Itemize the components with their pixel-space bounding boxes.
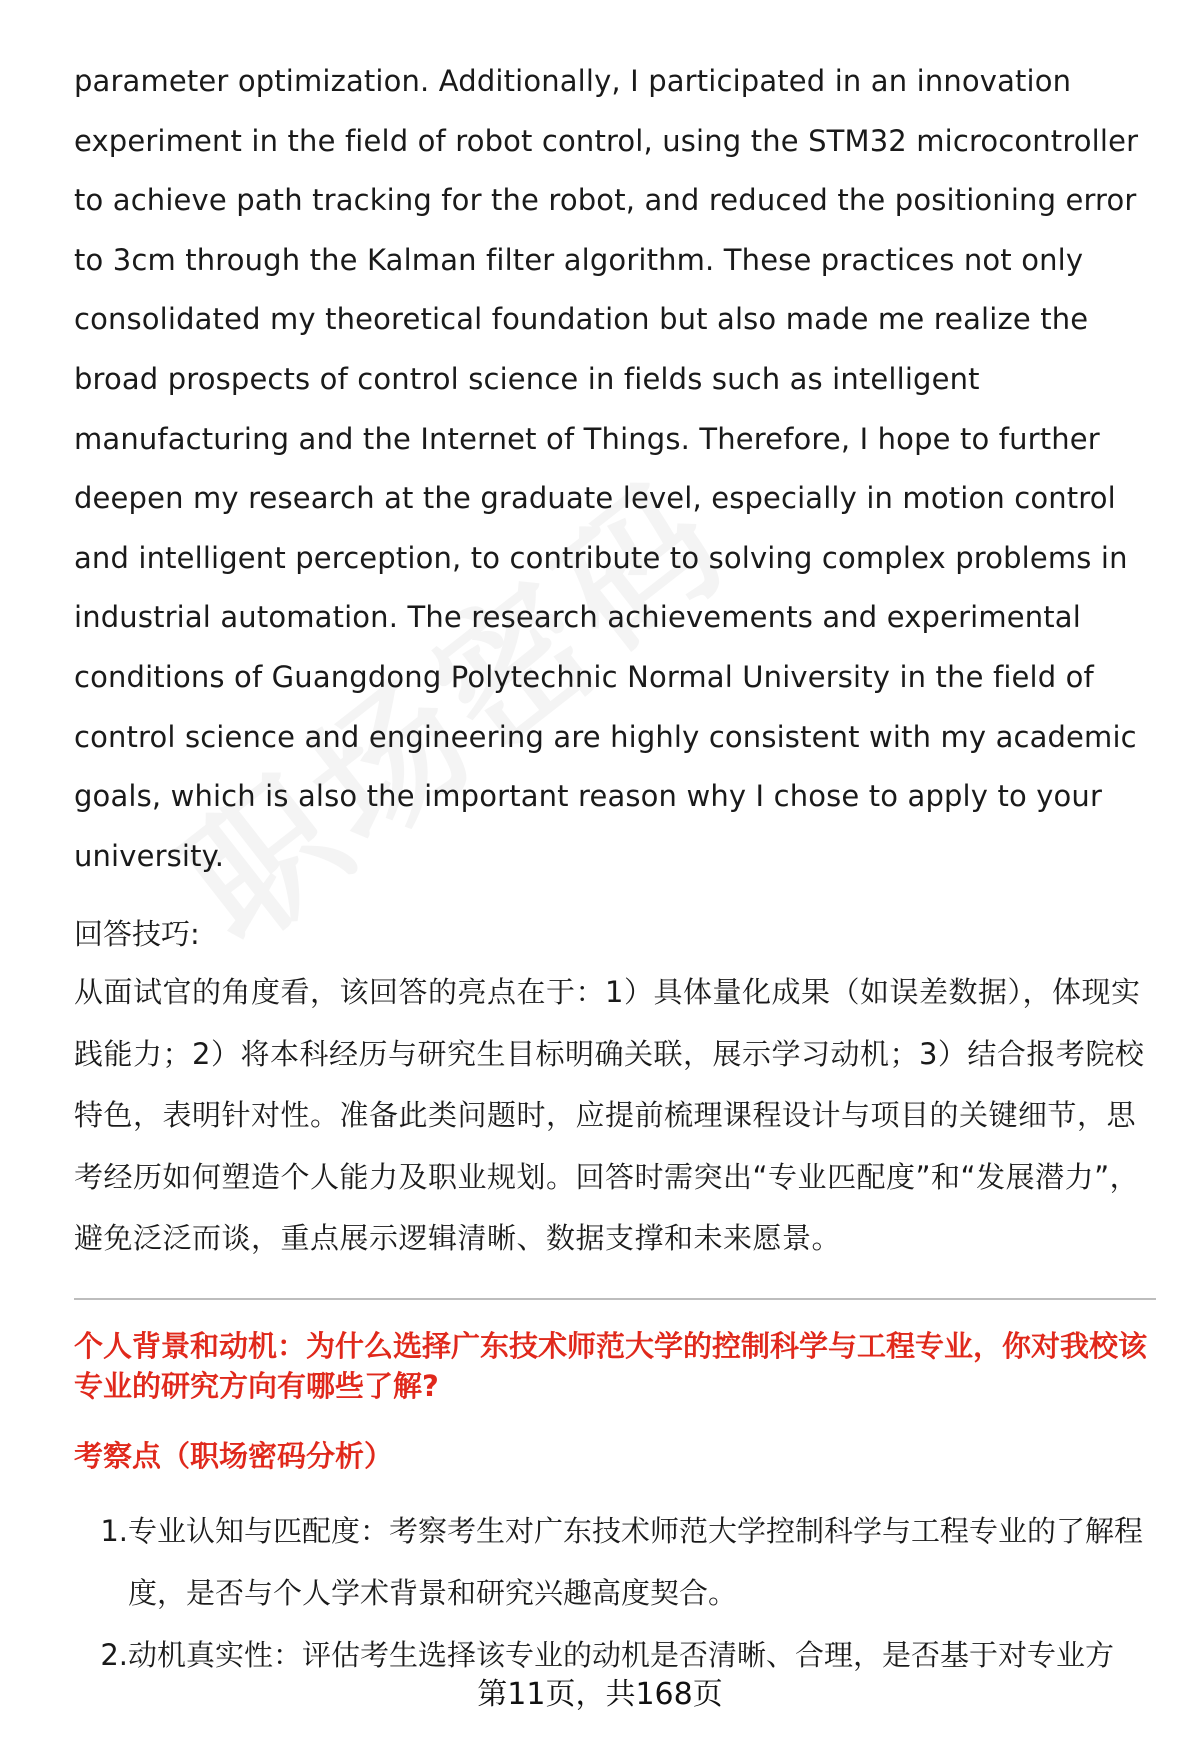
assessment-list: [74, 1500, 1156, 1686]
list-item-text: 动机真实性：评估考生选择该专业的动机是否清晰、合理，是否基于对专业方: [128, 1637, 1115, 1672]
list-item-number: 1.: [100, 1513, 128, 1548]
assessment-subheading: 考察点（职场密码分析）: [74, 1438, 394, 1473]
list-item-text: 专业认知与匹配度：考察考生对广东技术师范大学控制科学与工程专业的了解程度，是否与个人学术背景和研究兴趣高度契合。: [128, 1513, 1144, 1610]
tips-heading: 回答技巧:: [74, 917, 200, 952]
answer-paragraph: parameter optimization. Additionally, I participated in an innovation experiment in the field of robot control, using the STM32 microcontroller to achieve path tracking for the robot, and reduced the positioning error to 3cm through the Kalman filter algorithm. These practices not only consolidated my theoretical foundation but also made me realize the broad prospects of control science in fields such as intelligent manufacturing and the Internet of Things. Therefore, I hope to further deepen my research at the graduate level, especially in motion control and intelligent perception, to contribute to solving complex problems in industrial automation. The research achievements and experimental conditions of Guangdong Polytechnic Normal University in the field of control science and engineering are highly consistent with my academic goals, which is also the important reason why I chose to apply to your university.: [74, 64, 1139, 873]
document-page: [74, 52, 1156, 1686]
section-divider: [74, 1298, 1156, 1300]
page-footer: 第11页，共168页: [477, 1677, 723, 1712]
tips-paragraph: 从面试官的角度看，该回答的亮点在于：1）具体量化成果（如误差数据），体现实践能力；2）将本科经历与研究生目标明确关联，展示学习动机；3）结合报考院校特色，表明针对性。准备此类问题时，应提前梳理课程设计与项目的关键细节，思考经历如何塑造个人能力及职业规划。回答时需突出“专业匹配度”和“发展潜力”，避免泛泛而谈，重点展示逻辑清晰、数据支撑和未来愿景。: [74, 975, 1145, 1256]
list-item: [74, 1500, 1156, 1624]
list-item-number: 2.: [100, 1637, 128, 1672]
question-title: 个人背景和动机：为什么选择广东技术师范大学的控制科学与工程专业，你对我校该专业的研究方向有哪些了解?: [74, 1328, 1148, 1403]
